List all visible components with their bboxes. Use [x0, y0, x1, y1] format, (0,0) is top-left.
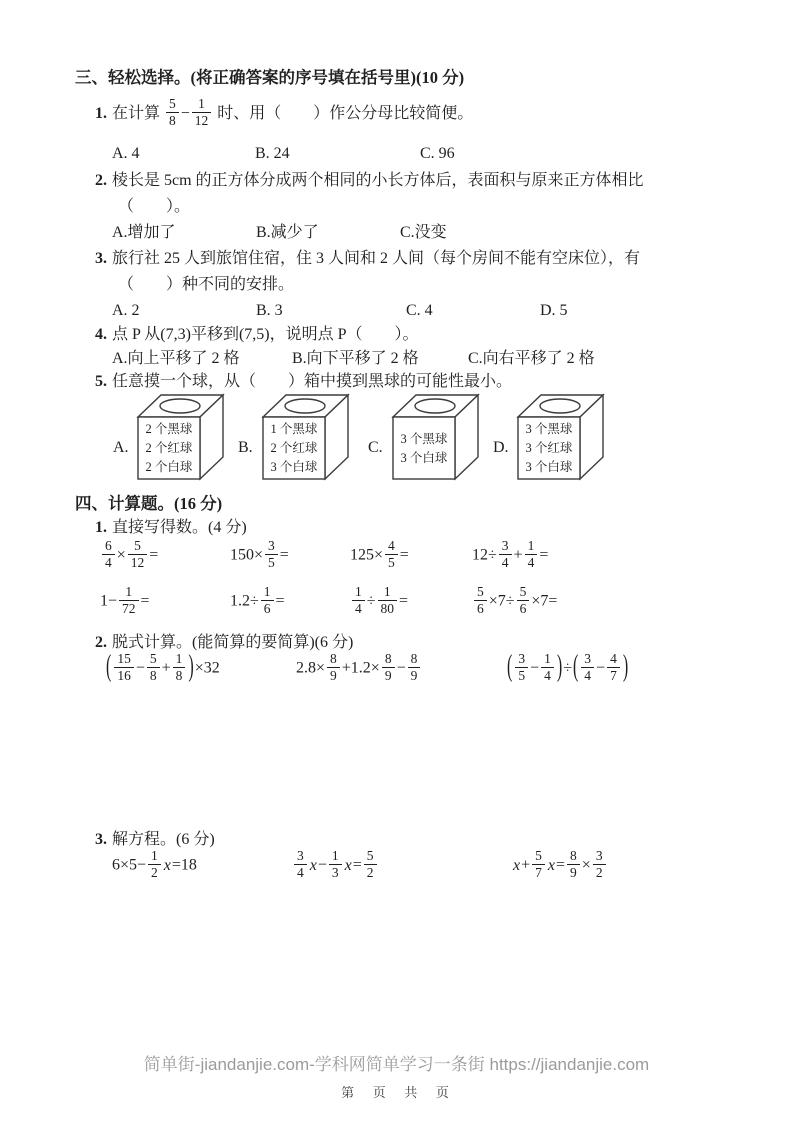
question-3-3-options — [0, 300, 793, 324]
box-line: 3 个白球 — [270, 459, 318, 474]
question-3-5-boxes — [0, 391, 793, 491]
calc-expression: $\frac{1}{4}$ ÷ $\frac{1}{80}$ = — [350, 586, 408, 618]
option-c: C. 96 — [420, 145, 455, 162]
box-line: 2 个白球 — [145, 459, 193, 474]
footer-page-number: 第 页 共 页 — [341, 1085, 452, 1100]
option-b: B.减少了 — [256, 224, 319, 241]
step-calc-row — [0, 650, 793, 697]
option-c: C. 4 — [406, 302, 433, 319]
option-b: B. 3 — [256, 302, 283, 319]
equation: x+ $\frac{5}{7}$ x= $\frac{8}{9}$ × $\frac{3}{2}$ — [512, 850, 608, 882]
ball-box-option-c — [368, 391, 498, 487]
option-b: B.向下平移了 2 格 — [292, 350, 419, 367]
box-line: 2 个红球 — [145, 441, 193, 456]
calc-expression: 1.2÷ $\frac{1}{6}$ = — [230, 584, 285, 616]
question-number: 5. — [95, 373, 107, 390]
ball-box-option-d — [493, 391, 623, 487]
equation: $\frac{3}{4}$ x− $\frac{1}{3}$ x= $\frac{5}{2}$ — [292, 850, 379, 882]
question-3-1 — [95, 98, 473, 130]
option-c: C.没变 — [400, 224, 447, 241]
question-number: 3. — [95, 831, 107, 848]
box-content-lines — [139, 420, 199, 477]
calc-expression: 12÷ $\frac{3}{4}$ + $\frac{1}{4}$ = — [472, 538, 549, 570]
calc-expression: 2.8× $\frac{8}{9}$ +1.2× $\frac{8}{9}$ − $\frac{8}{9}$ — [296, 653, 422, 685]
box-option-label: B. — [238, 439, 253, 456]
question-text: 点 P 从(7,3)平移到(7,5)，说明点 P（ ）。 — [112, 326, 419, 343]
question-number: 1. — [95, 519, 107, 536]
option-a: A. 2 — [112, 302, 140, 319]
box-content-lines — [519, 420, 579, 477]
box-line: 2 个黑球 — [145, 422, 193, 437]
question-3-1-options — [0, 143, 793, 167]
question-text: 棱长是 5cm 的正方体分成两个相同的小长方体后，表面积与原来正方体相比 — [112, 172, 644, 189]
question-number: 2. — [95, 172, 107, 189]
box-line: 3 个白球 — [400, 450, 448, 465]
calc-expression: ( $\frac{15}{16}$ − $\frac{5}{8}$ + $\frac{1}{8}$ )×32 — [106, 650, 220, 683]
question-text: 解方程。(6 分) — [112, 831, 215, 848]
calc-expression: ( $\frac{3}{5}$ − $\frac{1}{4}$ )÷( $\frac{3}{4}$ − $\frac{4}{7}$ ) — [507, 650, 629, 683]
ball-box-option-b — [238, 391, 368, 487]
calc-expression: 1− $\frac{1}{72}$ = — [100, 584, 150, 616]
box-line: 1 个黑球 — [270, 422, 318, 437]
option-d: D. 5 — [540, 302, 568, 319]
question-text: 在计算 $\frac{5}{8}$ − $\frac{1}{12}$ 时、用（ ）作公分母比较简便。 — [112, 96, 474, 128]
ball-box-option-a — [113, 391, 243, 487]
question-3-4 — [95, 324, 419, 346]
option-c: C.向右平移了 2 格 — [468, 350, 595, 367]
box-content-lines — [264, 420, 324, 477]
option-a: A.向上平移了 2 格 — [112, 350, 240, 367]
option-a: A.增加了 — [112, 224, 176, 241]
direct-calc-row-1 — [0, 540, 793, 580]
option-a: A. 4 — [112, 145, 140, 162]
question-4-1-title — [95, 517, 247, 539]
question-number: 1. — [95, 104, 107, 122]
question-3-2-options — [0, 222, 793, 246]
box-line: 3 个黑球 — [400, 431, 448, 446]
calc-expression: 150× $\frac{3}{5}$ = — [230, 538, 289, 570]
calc-expression: $\frac{6}{4}$ × $\frac{5}{12}$ = — [100, 540, 158, 572]
box-line: 3 个白球 — [525, 459, 573, 474]
box-line: 2 个红球 — [270, 441, 318, 456]
box-content-lines — [394, 420, 454, 477]
question-3-4-options — [0, 348, 793, 372]
section-4-header: 四、计算题。(16 分) — [75, 494, 223, 513]
box-option-label: A. — [113, 439, 129, 456]
question-text: 任意摸一个球，从（ ）箱中摸到黑球的可能性最小。 — [112, 373, 513, 390]
question-3-2-line2: （ ）。 — [118, 198, 191, 215]
box-line: 3 个黑球 — [525, 422, 573, 437]
option-b: B. 24 — [255, 145, 290, 162]
equation: 6×5− $\frac{1}{2}$ x=18 — [112, 848, 197, 880]
question-text: 直接写得数。(4 分) — [112, 519, 247, 536]
equation-row — [0, 850, 793, 890]
section-3-header: 三、轻松选择。(将正确答案的序号填在括号里)(10 分) — [75, 68, 465, 87]
question-number: 4. — [95, 326, 107, 343]
direct-calc-row-2 — [0, 586, 793, 626]
box-line: 3 个红球 — [525, 441, 573, 456]
footer-site-link: 简单街-jiandanjie.com-学科网简单学习一条街 https://jiandanjie.com — [143, 1055, 650, 1074]
box-option-label: D. — [493, 439, 509, 456]
calc-expression: $\frac{5}{6}$ ×7÷ $\frac{5}{6}$ ×7= — [472, 586, 557, 618]
question-number: 2. — [95, 634, 107, 651]
question-text: 脱式计算。(能简算的要简算)(6 分) — [112, 634, 354, 651]
question-3-3-line2: （ ）种不同的安排。 — [118, 276, 295, 293]
question-3-3 — [95, 248, 640, 270]
question-number: 3. — [95, 250, 107, 267]
question-text: 旅行社 25 人到旅馆住宿，住 3 人间和 2 人间（每个房间不能有空床位），有 — [112, 250, 641, 267]
box-option-label: C. — [368, 439, 383, 456]
question-3-2 — [95, 170, 644, 192]
calc-expression: 125× $\frac{4}{5}$ = — [350, 538, 409, 570]
